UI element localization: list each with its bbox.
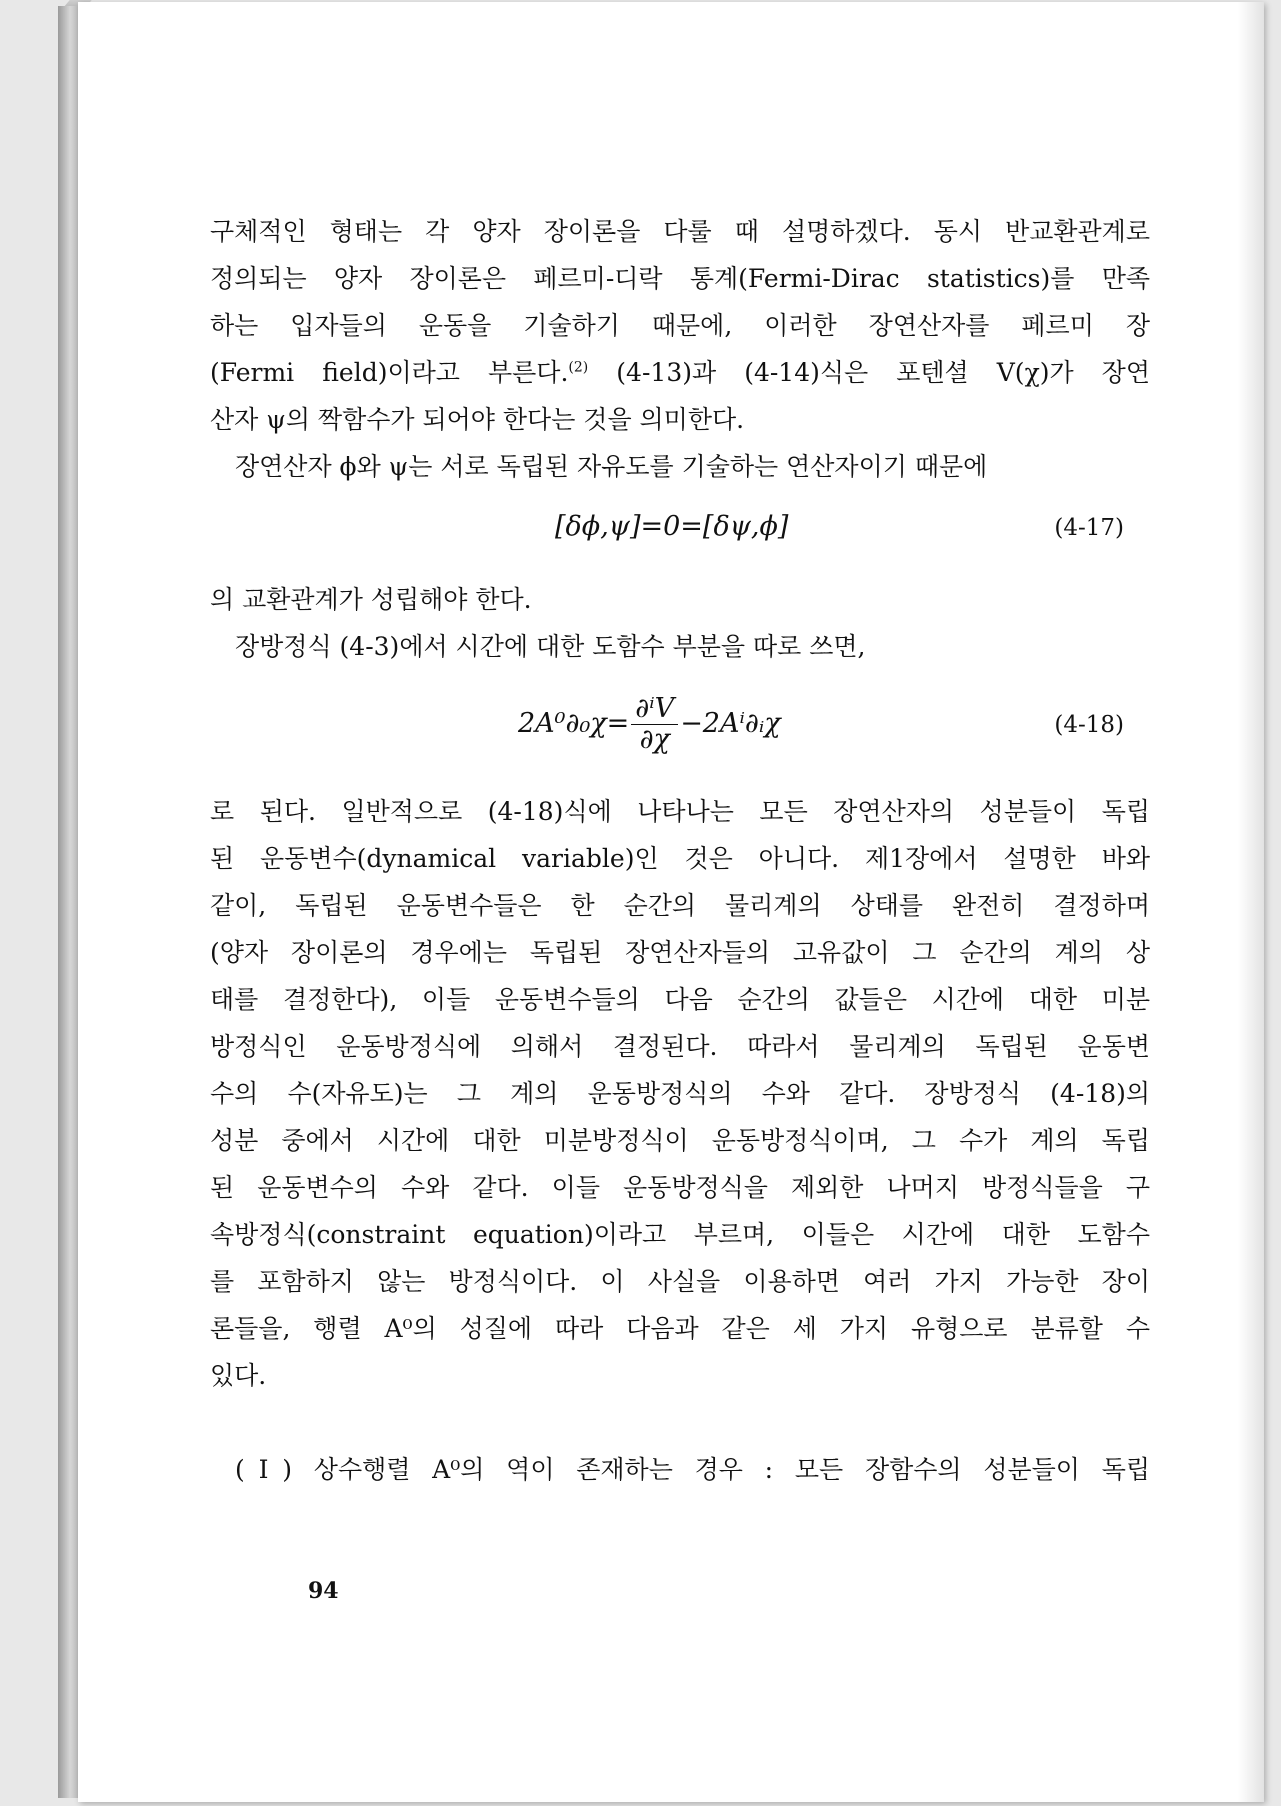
- text-line: [210, 349, 1150, 396]
- equation-4-17: [210, 505, 1150, 565]
- equation-right: −2Aⁱ∂ᵢχ: [680, 708, 781, 739]
- text-line: 론들을, 행렬 A⁰의 성질에 따라 다음과 같은 세 가지 유형으로 분류할 수: [210, 1314, 1150, 1343]
- equation-4-18: [210, 690, 1150, 766]
- text-line: 정의되는 양자 장이론은 페르미-디락 통계(Fermi-Dirac statistics)를 만족: [210, 264, 1150, 293]
- text-line: 성분 중에서 시간에 대한 미분방정식이 운동방정식이며, 그 수가 계의 독립: [210, 1126, 1150, 1155]
- page-edge-shadow: [1238, 2, 1264, 1802]
- text-line: 태를 결정한다), 이들 운동변수들의 다음 순간의 값들은 시간에 대한 미분: [210, 985, 1150, 1014]
- text-line: 수의 수(자유도)는 그 계의 운동방정식의 수와 같다. 장방정식 (4-18)의: [210, 1079, 1150, 1108]
- paragraph-3: [210, 576, 1150, 670]
- fraction: [631, 694, 678, 755]
- equation-formula: [δϕ,ψ]=0=[δψ,ϕ]: [555, 511, 789, 542]
- text-line: 를 포함하지 않는 방정식이다. 이 사실을 이용하면 여러 가지 가능한 장이: [210, 1267, 1150, 1296]
- book-spine: [58, 6, 78, 1798]
- text-line: 된 운동변수의 수와 같다. 이들 운동방정식을 제외한 나머지 방정식들을 구: [210, 1173, 1150, 1202]
- text-line: 산자 ψ의 짝함수가 되어야 한다는 것을 의미한다.: [210, 405, 745, 434]
- text-line: 같이, 독립된 운동변수들은 한 순간의 물리계의 상태를 완전히 결정하며: [210, 891, 1150, 920]
- text-line: 속방정식(constraint equation)이라고 부르며, 이들은 시간에 대한 도함수: [210, 1220, 1150, 1249]
- equation-left: 2A⁰∂₀χ=: [518, 708, 630, 739]
- fraction-denominator: ∂χ: [639, 724, 670, 755]
- footnote-ref: (2): [568, 359, 589, 376]
- page-number: 94: [308, 1578, 339, 1604]
- paragraph-6: [210, 1446, 1150, 1493]
- text-line: 장연산자 ϕ와 ψ는 서로 독립된 자유도를 기술하는 연산자이기 때문에: [235, 452, 988, 481]
- text-line: (양자 장이론의 경우에는 독립된 장연산자들의 고유값이 그 순간의 계의 상: [210, 938, 1150, 967]
- text-line: (Ⅰ) 상수행렬 A⁰의 역이 존재하는 경우 : 모든 장함수의 성분들이 독립: [235, 1455, 1150, 1484]
- fraction-numerator: ∂ⁱV: [631, 694, 678, 725]
- equation-formula: [518, 694, 781, 755]
- equation-number: (4-17): [1054, 515, 1124, 541]
- text-line: 하는 입자들의 운동을 기술하기 때문에, 이러한 장연산자를 페르미 장: [210, 311, 1150, 340]
- text-line: 의 교환관계가 성립해야 한다.: [210, 585, 532, 614]
- text-line: 있다.: [210, 1361, 267, 1390]
- text-line: 된 운동변수(dynamical variable)인 것은 아니다. 제1장에서 설명한 바와: [210, 844, 1150, 873]
- paragraph-5: [210, 788, 1150, 1399]
- text-line: 방정식인 운동방정식에 의해서 결정된다. 따라서 물리계의 독립된 운동변: [210, 1032, 1150, 1061]
- text-fragment: (Fermi field)이라고 부른다.: [210, 358, 569, 387]
- text-line: 장방정식 (4-3)에서 시간에 대한 도함수 부분을 따로 쓰면,: [235, 632, 866, 661]
- text-fragment: (4-13)과 (4-14)식은 포텐셜 V(χ)가 장연: [588, 358, 1150, 387]
- equation-number: (4-18): [1054, 712, 1124, 738]
- paragraph-1: [210, 208, 1150, 490]
- text-line: 로 된다. 일반적으로 (4-18)식에 나타나는 모든 장연산자의 성분들이 독립: [210, 797, 1150, 826]
- text-line: 구체적인 형태는 각 양자 장이론을 다룰 때 설명하겠다. 동시 반교환관계로: [210, 217, 1150, 246]
